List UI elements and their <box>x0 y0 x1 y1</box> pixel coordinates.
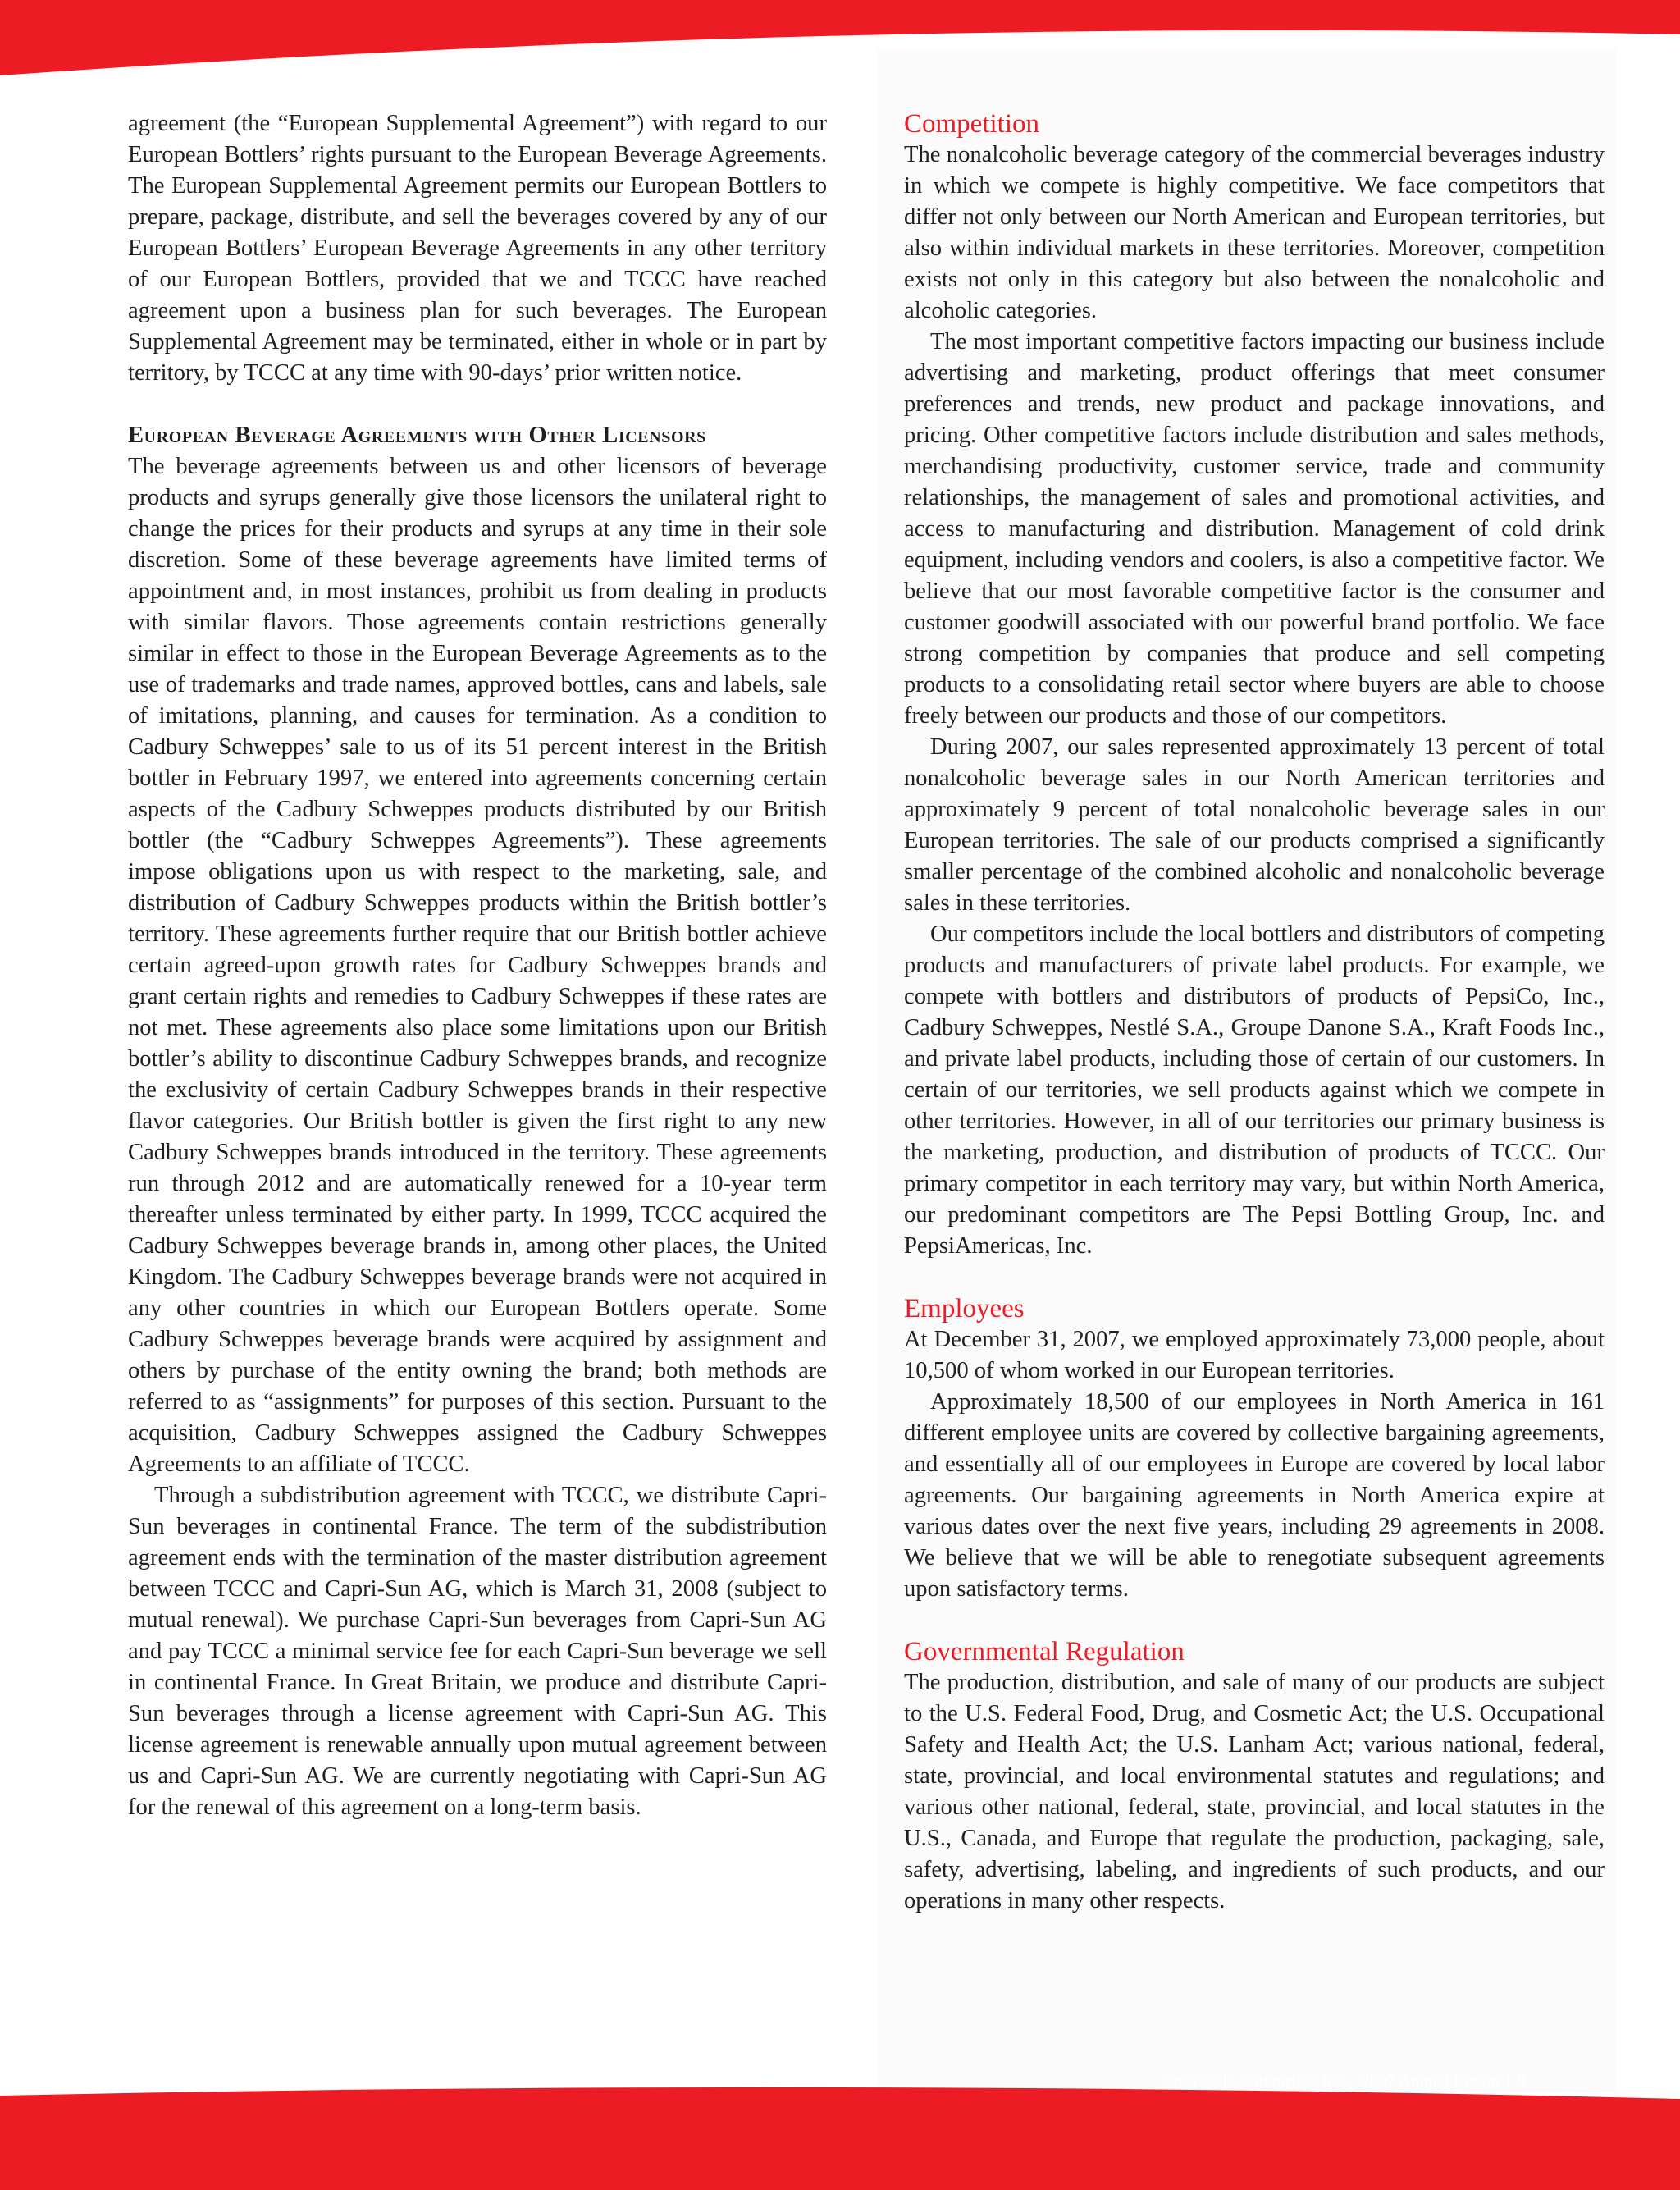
right-column <box>904 108 1605 1917</box>
left-column <box>128 108 827 1823</box>
employees-paragraph: At December 31, 2007, we employed approximately 73,000 people, about 10,500 of whom worked in our European territories. <box>904 1327 1605 1383</box>
competition-paragraph: During 2007, our sales represented approximately 13 percent of total nonalcoholic beverage sales in our North American territories and approximately 9 percent of total nonalcoholic beverage sales in our European territories. The sale of our products comprised a significantly smaller percentage of the combined alcoholic and nonalcoholic beverage sales in these territories. <box>904 734 1605 916</box>
capri-sun-paragraph: Through a subdistribution agreement with TCCC, we distribute Capri-Sun beverages in continental France. The term of the subdistribution agreement ends with the termination of the master distribution agreement between TCCC and Capri-Sun AG, which is March 31, 2008 (subject to mutual renewal). We purchase Capri-Sun beverages from Capri-Sun AG and pay TCCC a minimal service fee for each Capri-Sun beverage we sell in continental France. In Great Britain, we produce and distribute Capri-Sun beverages through a license agreement with Capri-Sun AG. This license agreement is renewable annually upon mutual agreement between us and Capri-Sun AG. We are currently negotiating with Capri-Sun AG for the renewal of this agreement on a long-term basis. <box>128 1483 827 1820</box>
competition-paragraph: The most important competitive factors impacting our business include advertising and marketing, product offerings that meet consumer preferences and trends, new product and package innovations, and pricing. Other competitive factors include distribution and sales methods, merchandising productivity, customer service, trade and community relationships, the management of sales and promotional activities, and access to manufacturing and distribution. Management of cold drink equipment, including vendors and coolers, is also a competitive factor. We believe that our most favorable competitive factor is the consumer and customer goodwill associated with our powerful brand portfolio. We face strong competition by companies that produce and sell competing products to a consolidating retail sector where buyers are able to choose freely between our products and those of our competitors. <box>904 329 1605 729</box>
competition-paragraph: Our competitors include the local bottlers and distributors of competing products and manufacturers of private label products. For example, we compete with bottlers and distributors of products of PepsiCo, Inc., Cadbury Schweppes, Nestlé S.A., Groupe Danone S.A., Kraft Foods Inc., and private label products, including those of certain of our customers. In certain of our territories, we sell products against which we compete in other territories. However, in all of our territories our primary business is the marketing, production, and distribution of products of TCCC. Our primary competitor in each territory may vary, but within North America, our predominant competitors are The Pepsi Bottling Group, Inc. and PepsiAmericas, Inc. <box>904 921 1605 1259</box>
intro-paragraph: agreement (the “European Supplemental Agreement”) with regard to our European Bottlers’ rights pursuant to the European Beverage Agreements. The European Supplemental Agreement permits our European Bottlers to prepare, package, distribute, and sell the beverages covered by any of our European Bottlers’ European Beverage Agreements in any other territory of our European Bottlers, provided that we and TCCC have reached agreement upon a business plan for such beverages. The European Supplemental Agreement may be terminated, either in whole or in part by territory, by TCCC at any time with 90-days’ prior written notice. <box>128 111 827 386</box>
competition-paragraph: The nonalcoholic beverage category of the commercial beverages industry in which we compete is highly competitive. We face competitors that differ not only between our North American and European territories, but also within individual markets in these territories. Moreover, competition exists not only in this category but also between the nonalcoholic and alcoholic categories. <box>904 142 1605 323</box>
licensors-subheading: European Beverage Agreements with Other Licensors <box>128 423 706 448</box>
governmental-regulation-heading: Governmental Regulation <box>904 1637 1185 1667</box>
bottom-red-band <box>0 2084 1680 2190</box>
footer-company: Coca-Cola Enterprises Inc. <box>1162 2071 1348 2091</box>
page-footer <box>1162 2069 1526 2092</box>
page-number: 9 <box>1517 2071 1526 2091</box>
employees-heading: Employees <box>904 1294 1025 1324</box>
governmental-regulation-paragraph: The production, distribution, and sale of many of our products are subject to the U.S. Federal Food, Drug, and Cosmetic Act; the U.S. Occupational Safety and Health Act; the U.S. Lanham Act; various national, federal, state, provincial, and local environmental statutes and regulations; and various other national, federal, state, provincial, and local statutes in the U.S., Canada, and Europe that regulate the production, packaging, sale, safety, advertising, labeling, and ingredients of such products, and our operations in many other respects. <box>904 1670 1605 1913</box>
footer-separator: | <box>1507 2071 1511 2091</box>
licensors-paragraph: The beverage agreements between us and other licensors of beverage products and syrups generally give those licensors the unilateral right to change the prices for their products and syrups at any time in their sole discretion. Some of these beverage agreements have limited terms of appointment and, in most instances, prohibit us from dealing in products with similar flavors. Those agreements contain restrictions generally similar in effect to those in the European Beverage Agreements as to the use of trademarks and trade names, approved bottles, cans and labels, sale of imitations, planning, and causes for termination. As a condition to Cadbury Schweppes’ sale to us of its 51 percent interest in the British bottler in February 1997, we entered into agreements concerning certain aspects of the Cadbury Schweppes products distributed by our British bottler (the “Cadbury Schweppes Agreements”). These agreements impose obligations upon us with respect to the marketing, sale, and distribution of Cadbury Schweppes products within the British bottler’s territory. These agreements further require that our British bottler achieve certain agreed-upon growth rates for Cadbury Schweppes brands and grant certain rights and remedies to Cadbury Schweppes if these rates are not met. These agreements also place some limitations upon our British bottler’s ability to discontinue Cadbury Schweppes brands, and recognize the exclusivity of certain Cadbury Schweppes brands in their respective flavor categories. Our British bottler is given the first right to any new Cadbury Schweppes brands introduced in the territory. These agreements run through 2012 and are automatically renewed for a 10-year term thereafter unless terminated by either party. In 1999, TCCC acquired the Cadbury Schweppes beverage brands in, among other places, the United Kingdom. The Cadbury Schweppes beverage brands were not acquired in any other countries in which our European Bottlers operate. Some Cadbury Schweppes beverage brands were acquired by assignment and others by purchase of the entity owning the brand; both methods are referred to as “assignments” for purposes of this section. Pursuant to the acquisition, Cadbury Schweppes assigned the Cadbury Schweppes Agreements to an affiliate of TCCC. <box>128 454 827 1477</box>
competition-heading: Competition <box>904 109 1039 139</box>
footer-report-title: 2007 Annual Report <box>1360 2071 1501 2091</box>
employees-paragraph: Approximately 18,500 of our employees in North America in 161 different employee units are covered by collective bargaining agreements, and essentially all of our employees in Europe are covered by local labor agreements. Our bargaining agreements in North America expire at various dates over the next five years, including 29 agreements in 2008. We believe that we will be able to renegotiate subsequent agreements upon satisfactory terms. <box>904 1389 1605 1602</box>
